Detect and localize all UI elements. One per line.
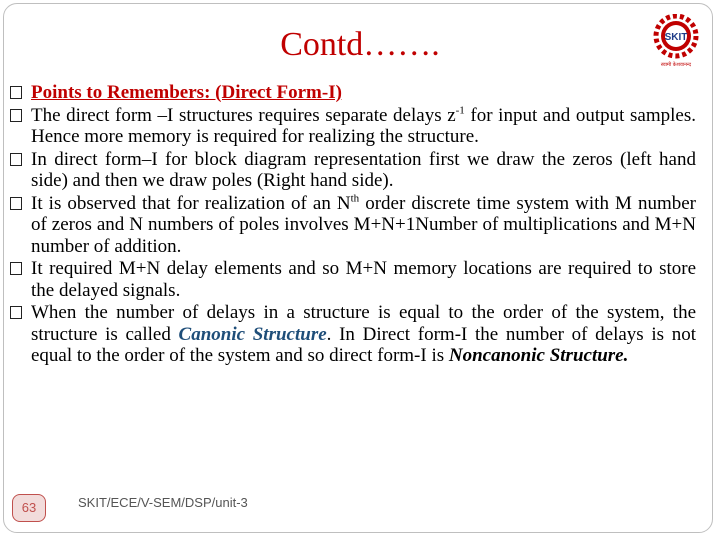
- slide-content: [8, 82, 696, 368]
- checkbox-bullet-icon: [10, 86, 22, 99]
- slide-title: Contd…….: [280, 26, 440, 63]
- heading-text: Points to Remembers: (Direct Form-I): [31, 82, 342, 103]
- page-number: 63: [12, 494, 46, 522]
- bullet-5: When the number of delays in a structure is equal to the order of the system, the structure is called Canonic Structure. In Direct form-I the number of delays is not equal to the order of the system and so direct form-I is Noncanonic Structure.: [8, 302, 696, 367]
- bullet-1: The direct form –I structures requires separate delays $z^{-1}$ for input and output samples. Hence more memory is required for realizing the structure.: [8, 105, 696, 148]
- checkbox-bullet-icon: [10, 262, 22, 275]
- noncanonic-term: Noncanonic Structure.: [448, 345, 629, 366]
- footer-text: SKIT/ECE/V-SEM/DSP/unit-3: [78, 495, 248, 510]
- checkbox-bullet-icon: [10, 109, 22, 122]
- bullet-4: It required M+N delay elements and so M+N memory locations are required to store the delayed signals.: [8, 258, 696, 301]
- checkbox-bullet-icon: [10, 306, 22, 319]
- checkbox-bullet-icon: [10, 197, 22, 210]
- svg-text:SKIT: SKIT: [664, 32, 688, 43]
- bullet-heading: [8, 82, 696, 104]
- checkbox-bullet-icon: [10, 153, 22, 166]
- bullet-2: In direct form–I for block diagram representation first we draw the zeros (left hand side) and then we draw poles (Right hand side).: [8, 149, 696, 192]
- svg-text:स्वामी केशवानन्द: स्वामी केशवानन्द: [660, 62, 692, 68]
- canonic-term: Canonic Structure: [178, 323, 327, 345]
- bullet-3: It is observed that for realization of an $N^{th}$ order discrete time system with M number of zeros and N numbers of poles involves M+N+1Number of multiplications and M+N number of addition.: [8, 193, 696, 258]
- skit-logo: [650, 14, 702, 70]
